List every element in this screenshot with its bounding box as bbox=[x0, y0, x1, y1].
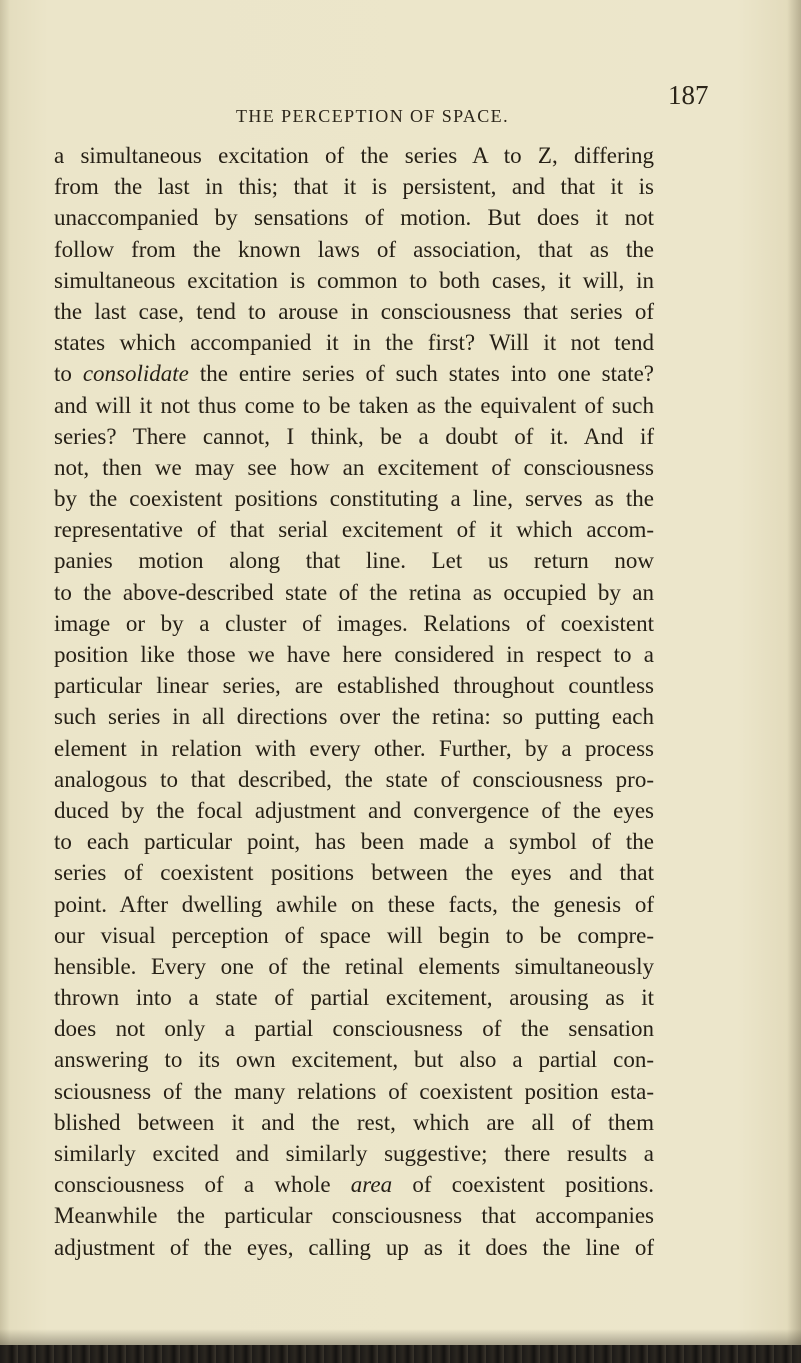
text-line bbox=[54, 1044, 654, 1075]
text-segment: series of coexistent positions between the eyes and that bbox=[54, 860, 654, 886]
text-segment: point. After dwelling awhile on these facts, the genesis of bbox=[54, 891, 654, 917]
text-segment: a simultaneous excitation of the series A to Z, differing bbox=[54, 143, 654, 168]
text-segment: sciousness of the many relations of coexistent position esta- bbox=[54, 1078, 654, 1104]
text-line bbox=[54, 733, 654, 764]
text-line bbox=[54, 1076, 654, 1107]
text-segment: element in relation with every other. Further, by a process bbox=[54, 735, 654, 761]
page-number: 187 bbox=[668, 80, 709, 110]
text-segment: similarly excited and similarly suggestive; there results a bbox=[54, 1141, 654, 1166]
text-segment: to bbox=[54, 361, 83, 387]
text-segment: the entire series of such states into one state? bbox=[188, 361, 654, 387]
text-line bbox=[54, 608, 654, 639]
text-line bbox=[54, 795, 654, 826]
body-text bbox=[54, 140, 654, 1263]
page-left-edge-shadow bbox=[0, 0, 10, 1363]
text-line bbox=[54, 265, 654, 296]
text-segment: not, then we may see how an excitement of consciousness bbox=[54, 454, 654, 480]
text-line bbox=[54, 140, 654, 171]
text-line bbox=[54, 826, 654, 857]
text-segment: duced by the focal adjustment and convergence of the eyes bbox=[54, 797, 654, 823]
text-segment: consciousness of a whole bbox=[54, 1172, 351, 1198]
text-line bbox=[54, 390, 654, 421]
text-segment: particular linear series, are established throughout countless bbox=[54, 673, 654, 699]
text-line bbox=[54, 577, 654, 608]
text-segment: our visual perception of space will begin to be compre- bbox=[54, 922, 654, 948]
text-segment: states which accompanied it in the first? Will it not tend bbox=[54, 330, 654, 356]
text-line bbox=[54, 483, 654, 514]
text-line bbox=[54, 857, 654, 888]
text-segment: follow from the known laws of association, that as the bbox=[54, 236, 654, 262]
text-line bbox=[54, 234, 654, 265]
text-line bbox=[54, 1138, 654, 1169]
text-line bbox=[54, 1232, 654, 1263]
text-line bbox=[54, 296, 654, 327]
text-segment: simultaneous excitation is common to both cases, it will, in bbox=[54, 267, 654, 293]
text-line bbox=[54, 982, 654, 1013]
text-line bbox=[54, 1107, 654, 1138]
italic-term: consolidate bbox=[82, 361, 189, 387]
text-segment: series? There cannot, I think, be a doubt of it. And if bbox=[54, 423, 654, 449]
text-segment: hensible. Every one of the retinal elements simultaneously bbox=[54, 953, 654, 979]
text-segment: unaccompanied by sensations of motion. But does it not bbox=[54, 205, 654, 231]
running-head: THE PERCEPTION OF SPACE. bbox=[236, 106, 509, 126]
text-line bbox=[54, 514, 654, 545]
text-segment: of coexistent positions. bbox=[392, 1172, 654, 1198]
page-right-edge-shadow bbox=[787, 0, 801, 1363]
text-line bbox=[54, 545, 654, 576]
italic-term: area bbox=[350, 1172, 393, 1198]
text-segment: panies motion along that line. Let us return now bbox=[54, 548, 654, 574]
text-line bbox=[54, 1169, 654, 1200]
text-line bbox=[54, 764, 654, 795]
text-segment: to each particular point, has been made a symbol of the bbox=[54, 829, 654, 855]
text-segment: representative of that serial excitement of it which accom- bbox=[54, 517, 654, 543]
text-segment: position like those we have here considered in respect to a bbox=[54, 642, 654, 667]
text-line bbox=[54, 202, 654, 233]
text-segment: to the above-described state of the retina as occupied by an bbox=[54, 579, 654, 605]
text-segment: from the last in this; that it is persistent, and that it is bbox=[54, 174, 654, 200]
text-line bbox=[54, 358, 654, 389]
bottom-edge-band bbox=[0, 1345, 801, 1363]
page-header bbox=[0, 80, 801, 136]
text-line bbox=[54, 421, 654, 452]
text-segment: analogous to that described, the state of consciousness pro- bbox=[54, 766, 654, 792]
text-segment: Meanwhile the particular consciousness that accompanies bbox=[54, 1203, 654, 1229]
text-segment: blished between it and the rest, which are all of them bbox=[54, 1109, 654, 1135]
text-segment: answering to its own excitement, but also a partial con- bbox=[54, 1047, 654, 1073]
text-line bbox=[54, 171, 654, 202]
text-segment: such series in all directions over the retina: so putting each bbox=[54, 704, 654, 730]
text-line bbox=[54, 327, 654, 358]
text-line bbox=[54, 452, 654, 483]
text-segment: and will it not thus come to be taken as the equivalent of such bbox=[54, 392, 654, 418]
text-line bbox=[54, 701, 654, 732]
text-segment: thrown into a state of partial excitement, arousing as it bbox=[54, 985, 654, 1011]
text-segment: adjustment of the eyes, calling up as it does the line of bbox=[54, 1234, 654, 1260]
text-line bbox=[54, 670, 654, 701]
text-line bbox=[54, 951, 654, 982]
text-segment: the last case, tend to arouse in consciousness that series of bbox=[54, 298, 654, 324]
text-segment: image or by a cluster of images. Relations of coexistent bbox=[54, 610, 654, 636]
text-line bbox=[54, 1200, 654, 1231]
text-segment: by the coexistent positions constituting a line, serves as the bbox=[54, 486, 654, 512]
bottom-edge-shadow bbox=[0, 1329, 801, 1345]
text-segment: does not only a partial consciousness of the sensation bbox=[54, 1016, 654, 1042]
text-line bbox=[54, 639, 654, 670]
text-line bbox=[54, 889, 654, 920]
text-line bbox=[54, 1013, 654, 1044]
text-line bbox=[54, 920, 654, 951]
